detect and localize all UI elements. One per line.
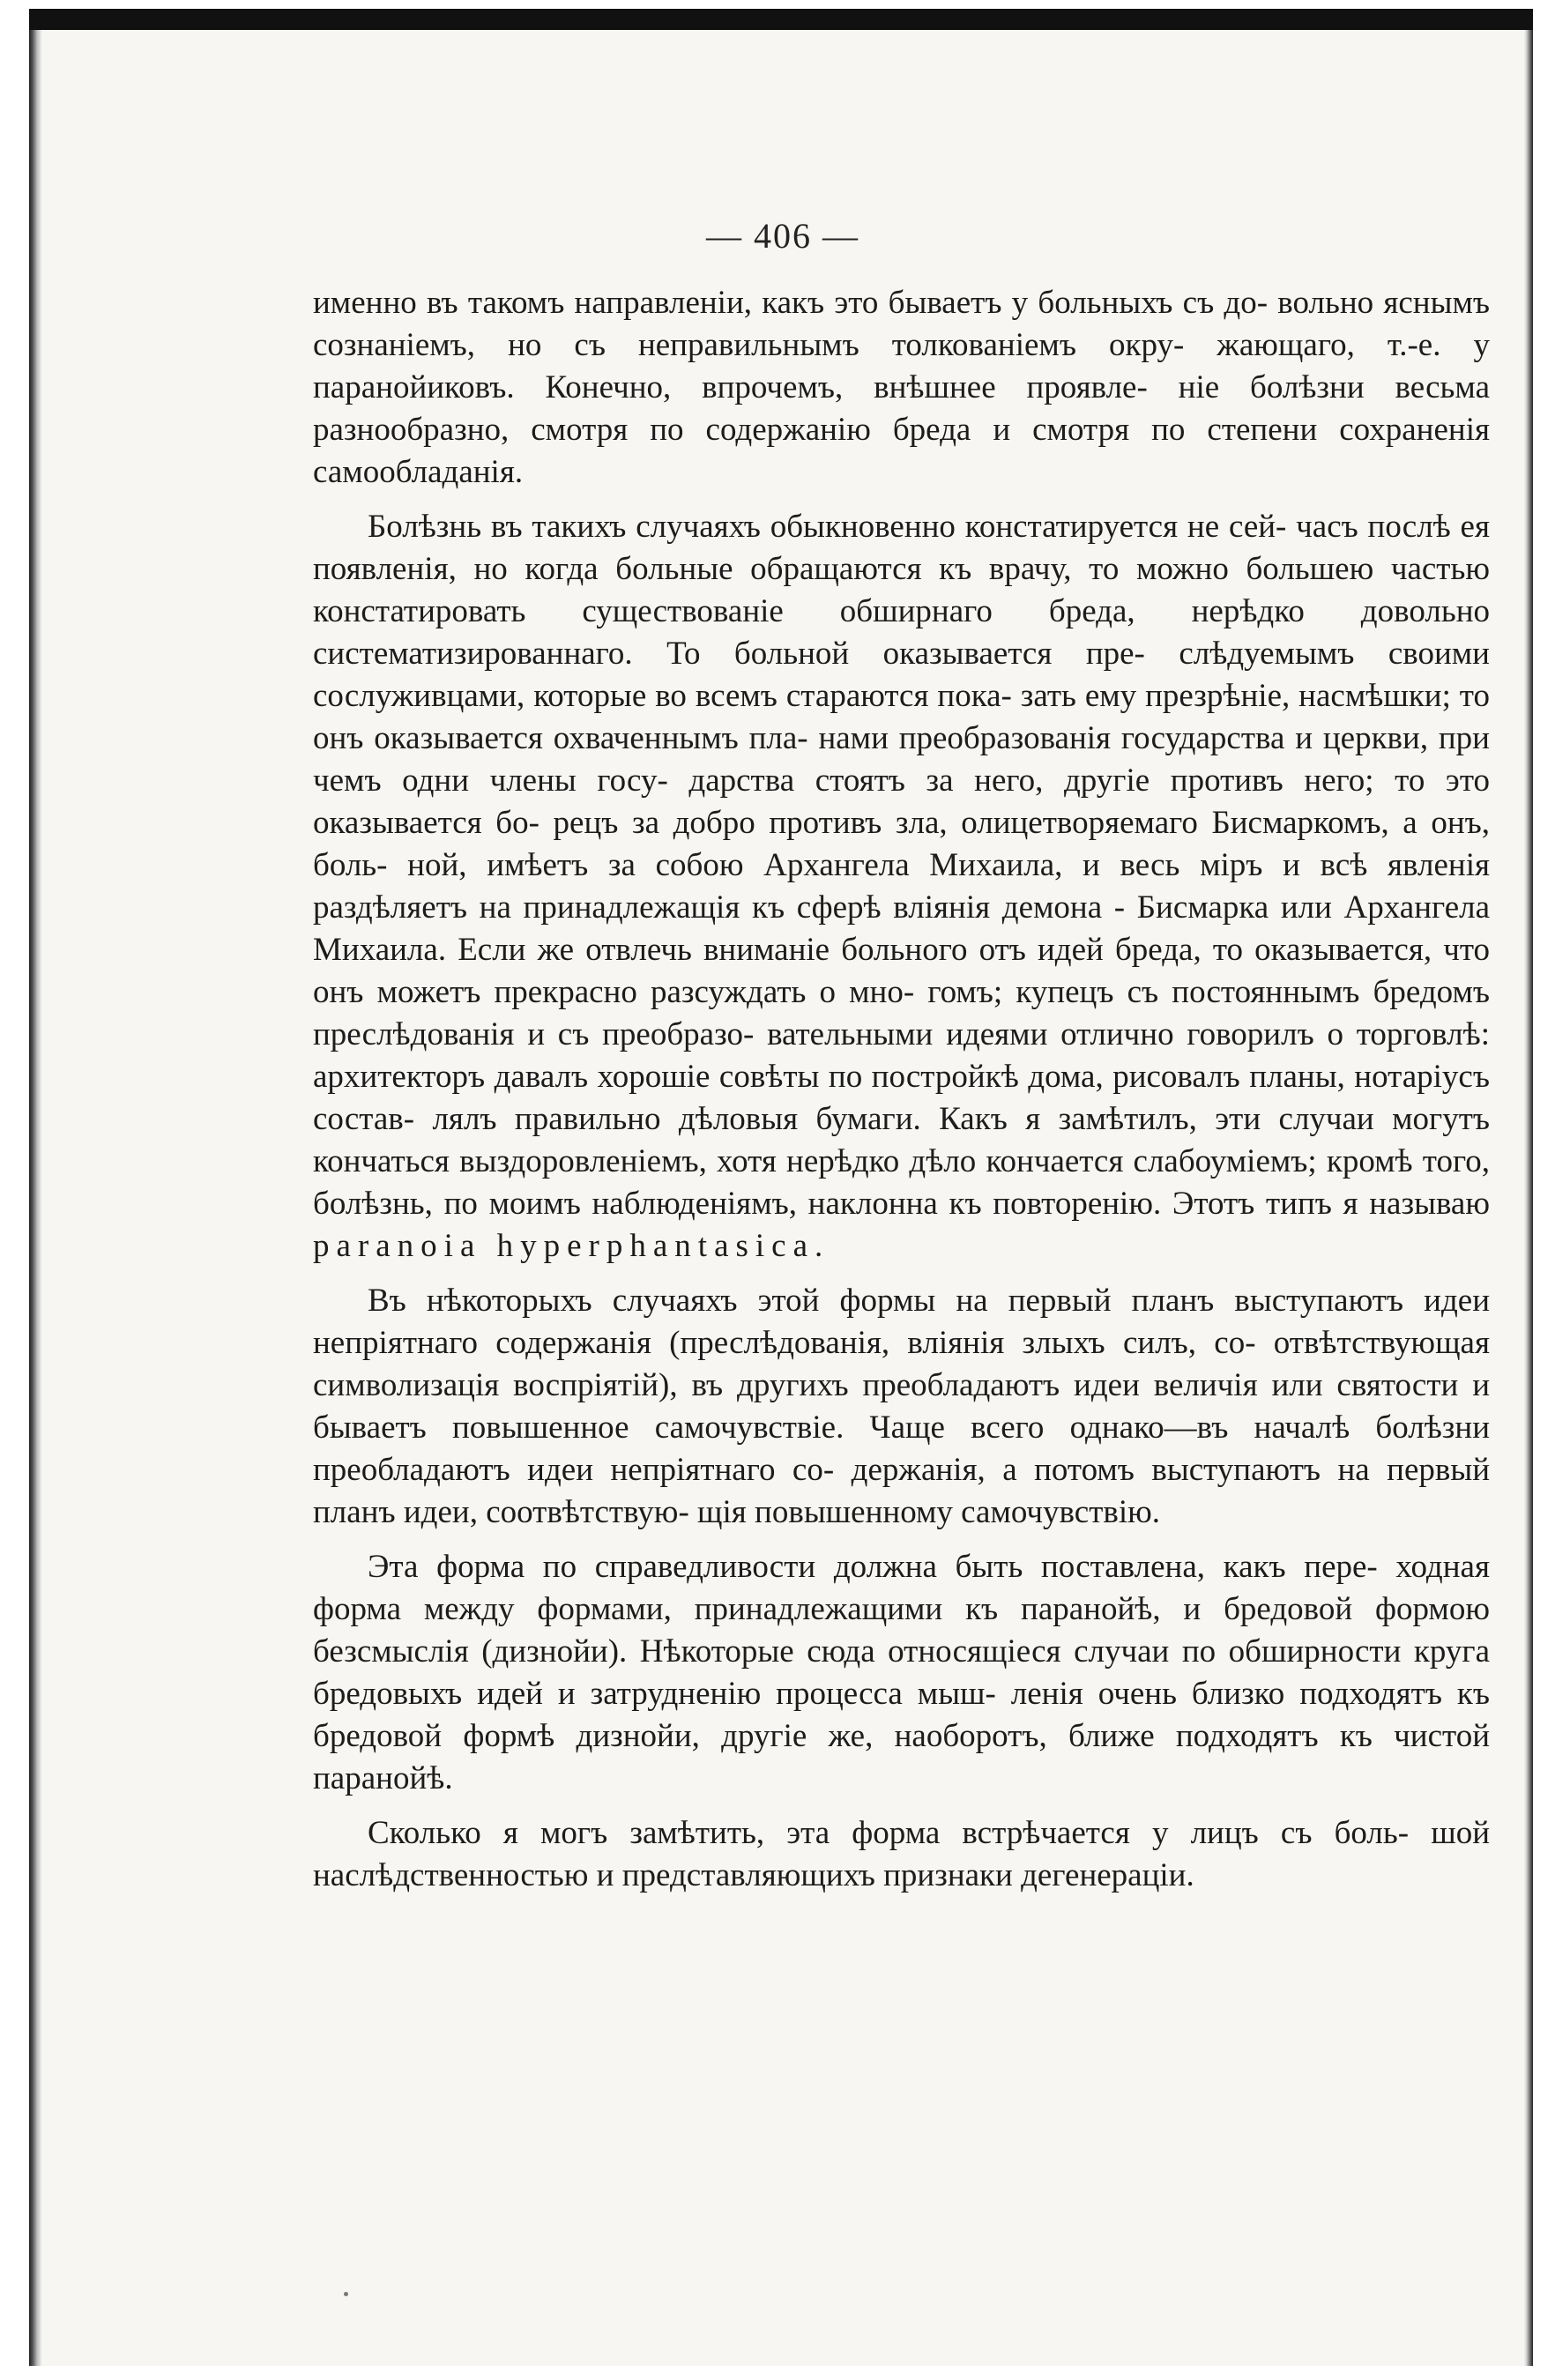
body-text xyxy=(313,282,1490,1897)
paragraph-2-term: paranoia hyperphantasica xyxy=(313,1228,815,1264)
page-number: — 406 — xyxy=(706,216,859,256)
scan-edge-right xyxy=(1524,30,1533,2366)
scan-edge-left xyxy=(29,30,41,2366)
paragraph-1: именно въ такомъ направленіи, какъ это бываетъ у больныхъ съ до- вольно яснымъ сознаніемъ, но съ неправильнымъ толкованіемъ окру- жающаго, т.-е. у паранойиковъ. Конечно, впрочемъ, внѣшнее проявле- ніе болѣзни весьма разнообразно, смотря по содержанію бреда и смотря по степени сохраненія самообладанія. xyxy=(313,285,1490,490)
paragraph-4: Эта форма по справедливости должна быть поставлена, какъ пере- ходная форма между формами, принадлежащими къ паранойѣ, и бредовой формою безсмыслія (дизнойи). Нѣкоторые сюда относящіеся случаи по обширности круга бредовыхъ идей и затрудненію процесса мыш- ленія очень близко подходятъ къ бредовой формѣ дизнойи, другіе же, наоборотъ, ближе подходятъ къ чистой паранойѣ. xyxy=(313,1549,1490,1796)
scan-speck xyxy=(344,2292,348,2296)
paragraph-5: Сколько я могъ замѣтить, эта форма встрѣчается у лицъ съ боль- шой наслѣдственностью и представляющихъ признаки дегенераціи. xyxy=(313,1815,1490,1893)
paragraph-2-text: Болѣзнь въ такихъ случаяхъ обыкновенно констатируется не сей- часъ послѣ ея появленія, но когда больные обращаются къ врачу, то можно большею частью констатировать существованіе обширнаго бреда, нерѣдко довольно систематизированнаго. То больной оказывается пре- слѣдуемымъ своими сослуживцами, которые во всемъ стараются пока- зать ему презрѣніе, насмѣшки; то онъ оказывается охваченнымъ пла- нами преобразованія государства и церкви, при чемъ одни члены госу- дарства стоятъ за него, другіе противъ него; то это оказывается бо- рецъ за добро противъ зла, олицетворяемаго Бисмаркомъ, а онъ, боль- ной, имѣетъ за собою Архангела Михаила, и весь міръ и всѣ явленія раздѣляетъ на принадлежащія къ сферѣ вліянія демона - Бисмарка или Архангела Михаила. Если же отвлечь вниманіе больного отъ идей бреда, то оказывается, что онъ можетъ прекрасно разсуждать о мно- гомъ; купецъ съ постояннымъ бредомъ преслѣдованія и съ преобразо- вательными идеями отлично говорилъ о торговлѣ: архитекторъ давалъ хорошіе совѣты по постройкѣ дома, рисовалъ планы, нотаріусъ состав- лялъ правильно дѣловыя бумаги. Какъ я замѣтилъ, эти случаи могутъ кончаться выздоровленіемъ, хотя нерѣдко дѣло кончается слабоуміемъ; кромѣ того, болѣзнь, по моимъ наблюденіямъ, наклонна къ повторенію. Этотъ типъ я называю xyxy=(313,509,1490,1222)
scan-edge-top xyxy=(29,9,1533,30)
paragraph-2 xyxy=(313,506,1490,1268)
paragraph-3: Въ нѣкоторыхъ случаяхъ этой формы на первый планъ выступаютъ идеи непріятнаго содержанія (преслѣдованія, вліянія злыхъ силъ, со- отвѣтствующая символизація воспріятій), въ другихъ преобладаютъ идеи величія или святости и бываетъ повышенное самочувствіе. Чаще всего однако—въ началѣ болѣзни преобладаютъ идеи непріятнаго со- держанія, а потомъ выступаютъ на первый планъ идеи, соотвѣтствую- щія повышенному самочувствію. xyxy=(313,1283,1490,1530)
paragraph-2-tail: . xyxy=(815,1228,823,1264)
